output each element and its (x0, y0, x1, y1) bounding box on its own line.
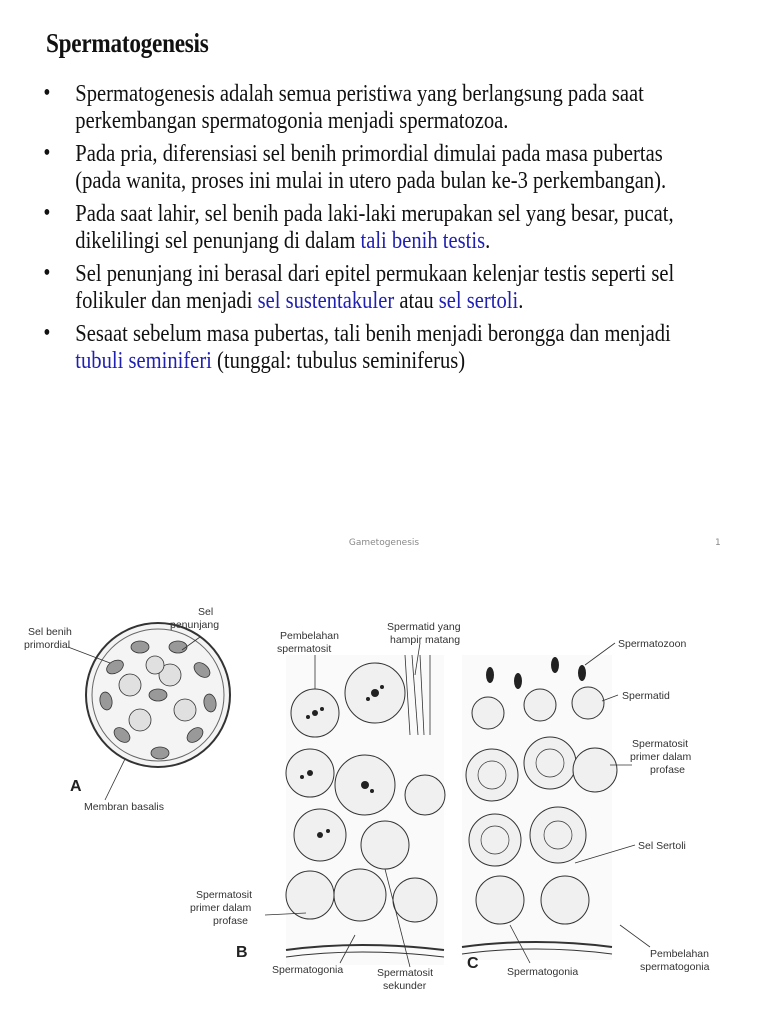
bullet-link[interactable]: tubuli seminiferi (75, 347, 212, 374)
slide-title: Spermatogenesis (46, 28, 209, 58)
label-b-spermatogonia: Spermatogonia (272, 964, 344, 976)
label-sel-benih-2: primordial (24, 639, 71, 651)
bullet-item (40, 260, 712, 314)
label-c-primer-2: primer dalam (630, 751, 692, 763)
bullet-list (40, 80, 712, 380)
bullet-text: . (485, 227, 491, 254)
label-pembelahan-spermatosit-1: Pembelahan (280, 630, 339, 642)
label-sel-penunjang-2: penunjang (170, 619, 220, 631)
bullet-item (40, 320, 712, 374)
label-sekunder-2: sekunder (383, 980, 427, 992)
panel-a-letter: A (70, 778, 82, 795)
bullet-item (40, 200, 712, 254)
bullet-text: . (518, 287, 524, 314)
bullet-text: Sesaat sebelum masa pubertas, tali benih menjadi berongga dan menjadi (75, 320, 671, 347)
label-c-primer-3: profase (650, 764, 686, 776)
panel-b-letter: B (236, 944, 248, 961)
panel-a-diagram (68, 623, 230, 800)
label-pembelahan-spermatosit-2: spermatosit (277, 643, 332, 655)
footer-title: Gametogenesis (348, 538, 420, 548)
label-sel-sertoli: Sel Sertoli (638, 840, 686, 852)
label-sel-benih-1: Sel benih (28, 626, 72, 638)
label-membran-basalis: Membran basalis (84, 801, 164, 813)
label-sel-penunjang-1: Sel (198, 606, 214, 618)
label-spermatid-hampir-1: Spermatid yang (387, 621, 461, 633)
label-b-primer-3: profase (213, 915, 249, 927)
bullet-dot-icon: • (43, 320, 51, 346)
bullet-link[interactable]: tali benih testis (360, 227, 486, 254)
bullet-dot-icon: • (43, 260, 51, 286)
label-spermatid-hampir-2: hampir matang (390, 634, 461, 646)
label-c-primer-1: Spermatosit (632, 738, 689, 750)
label-c-spermatogonia: Spermatogonia (507, 966, 579, 978)
bullet-text: Spermatogenesis adalah semua peristiwa yang berlangsung pada saat perkembangan spermatogonia menjadi spermatozoa. (75, 80, 644, 134)
bullet-text: atau (394, 287, 439, 314)
spermatogenesis-figure (10, 595, 762, 1005)
label-sekunder-1: Spermatosit (377, 967, 434, 979)
bullet-link[interactable]: sel sustentakuler (257, 287, 395, 314)
bullet-dot-icon: • (43, 140, 51, 166)
bullet-link[interactable]: sel sertoli (438, 287, 519, 314)
bullet-item (40, 140, 712, 194)
panel-c-letter: C (467, 955, 479, 972)
label-b-primer-1: Spermatosit (196, 889, 253, 901)
bullet-text: Sel penunjang ini berasal dari epitel permukaan kelenjar testis seperti sel folikuler dan menjadi (75, 260, 675, 314)
page-number: 1 (715, 538, 721, 548)
bullet-dot-icon: • (43, 80, 51, 106)
label-spermatid: Spermatid (622, 690, 670, 702)
label-spermatozoon: Spermatozoon (618, 638, 687, 650)
label-b-primer-2: primer dalam (190, 902, 252, 914)
bullet-text: (tunggal: tubulus seminiferus) (211, 347, 466, 374)
bullet-item (40, 80, 712, 134)
bullet-text: Pada pria, diferensiasi sel benih primordial dimulai pada masa pubertas (pada wanita, proses ini mulai in utero pada bulan ke-3 perkembangan). (75, 140, 667, 194)
panel-b-diagram (265, 643, 445, 967)
label-pembelahan-spermatogonia-2: spermatogonia (640, 961, 710, 973)
bullet-text: Pada saat lahir, sel benih pada laki-laki merupakan sel yang besar, pucat, dikelilingi sel penunjang di dalam (75, 200, 674, 254)
label-pembelahan-spermatogonia-1: Pembelahan (650, 948, 709, 960)
bullet-dot-icon: • (43, 200, 51, 226)
